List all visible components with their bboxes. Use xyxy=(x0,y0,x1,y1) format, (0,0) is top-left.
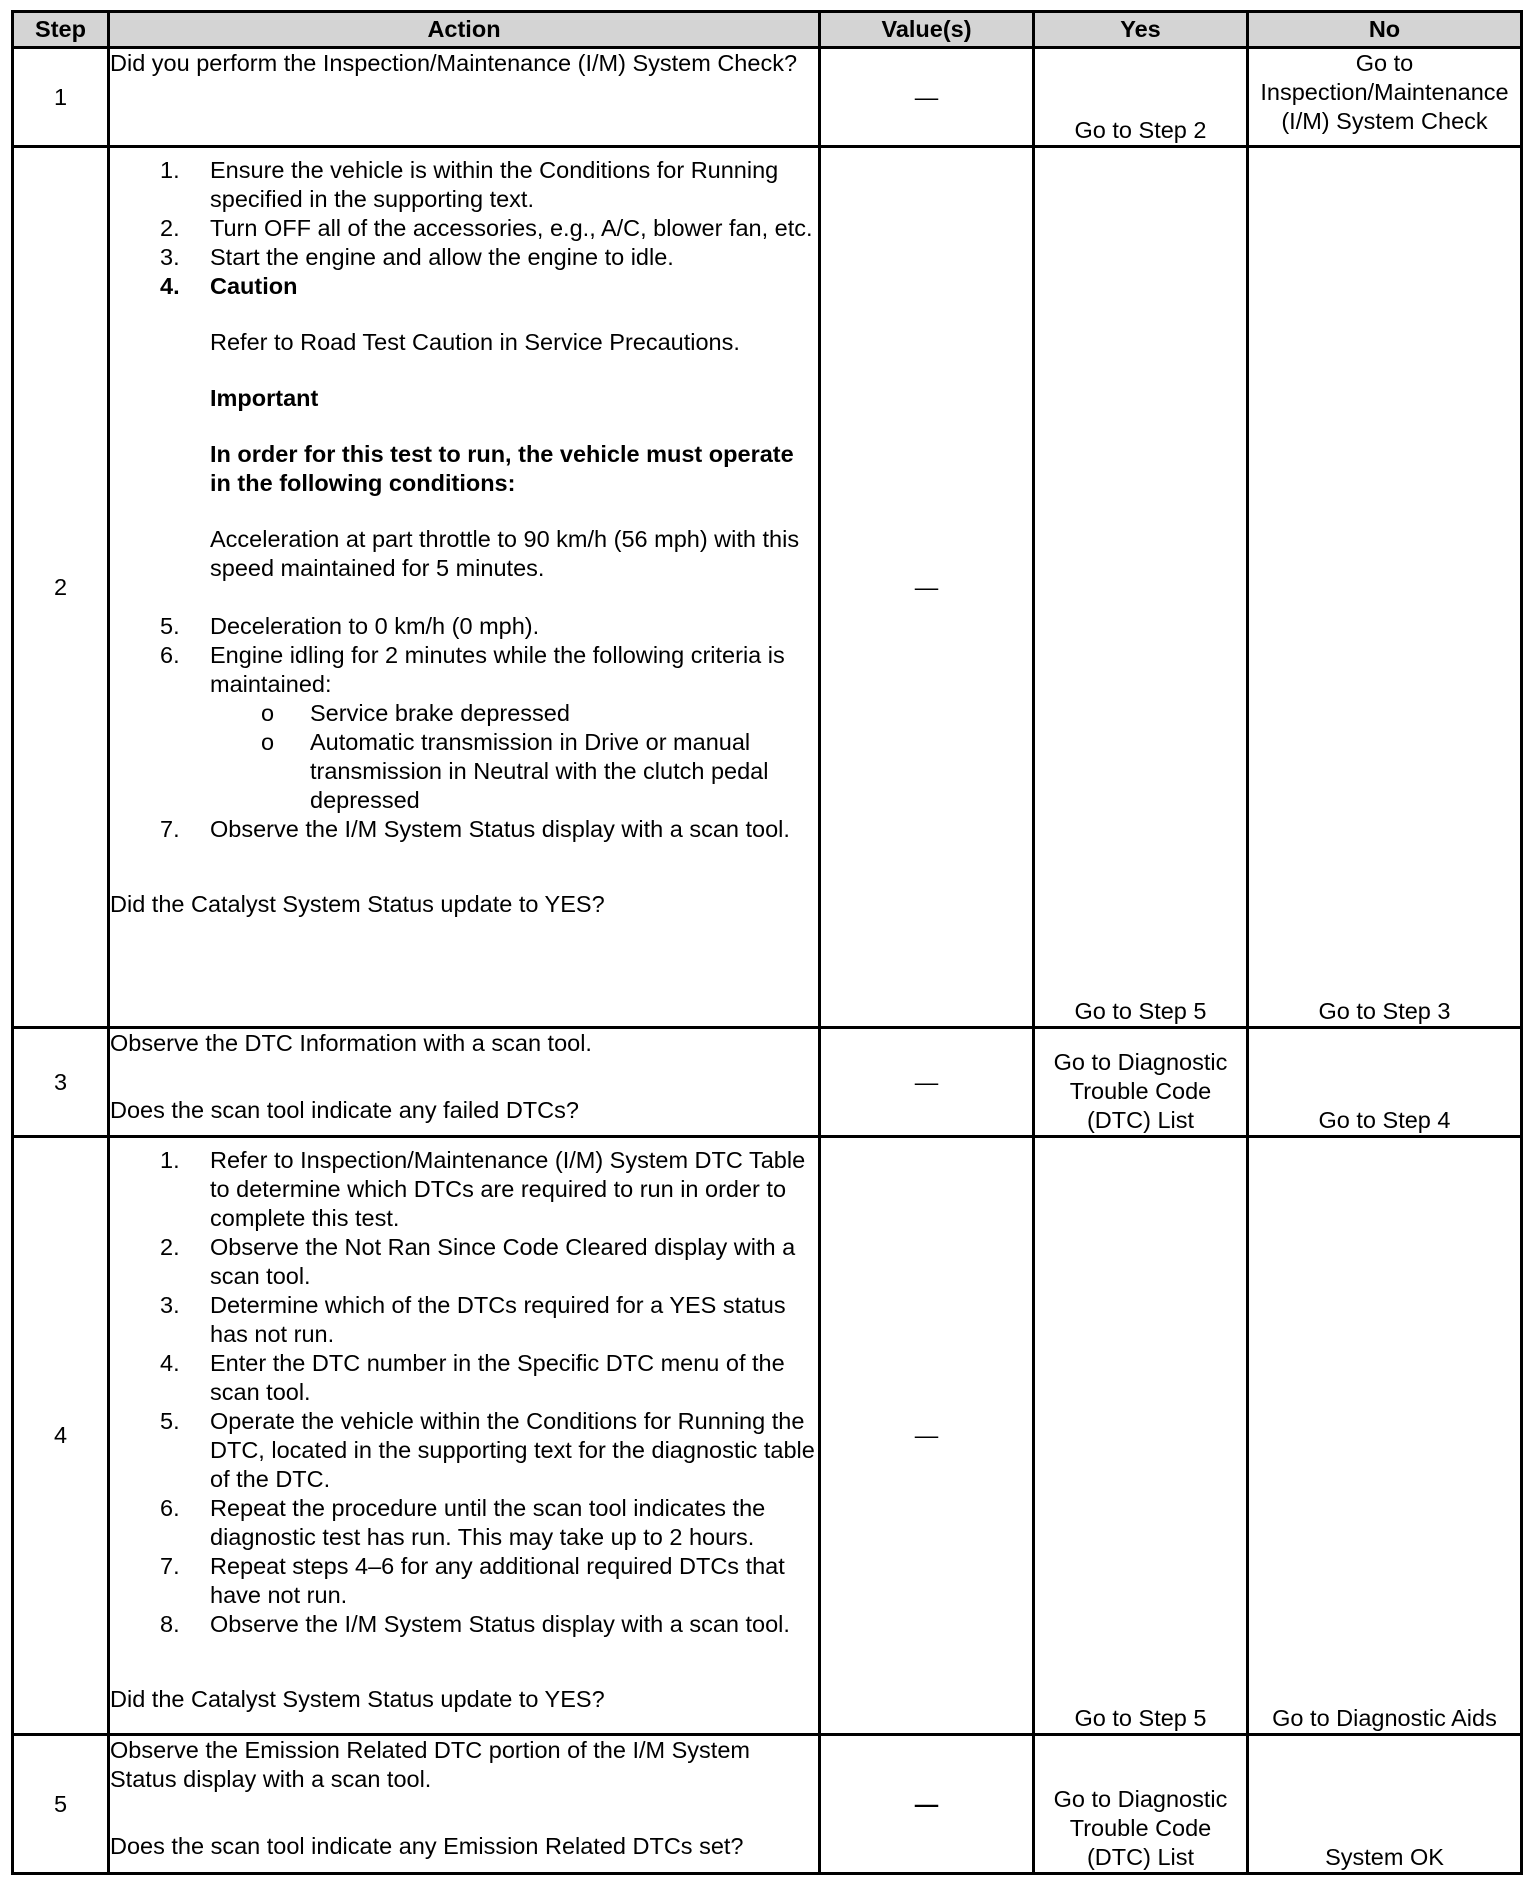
item-text: Determine which of the DTCs required for a YES status has not run. xyxy=(210,1292,786,1347)
list-item xyxy=(110,1349,818,1407)
step-number: 2 xyxy=(13,147,109,1028)
yes-result: Go to Diagnostic Trouble Code (DTC) List xyxy=(1034,1028,1248,1137)
item-number: 7. xyxy=(160,816,180,842)
criteria-text: Automatic transmission in Drive or manual transmission in Neutral with the clutch pedal depressed xyxy=(310,729,769,813)
no-result: Go to Inspection/Maintenance (I/M) System Check xyxy=(1248,48,1522,147)
list-item xyxy=(110,1552,818,1610)
item-number: 4. xyxy=(160,273,180,299)
item-number: 5. xyxy=(160,613,180,639)
criteria-item xyxy=(110,699,818,728)
no-result: Go to Step 4 xyxy=(1248,1028,1522,1137)
procedure-list xyxy=(110,1146,818,1639)
action-cell xyxy=(109,1137,820,1735)
table-row-step-1 xyxy=(13,48,1522,147)
list-item xyxy=(110,815,818,844)
important-text: In order for this test to run, the vehicle must operate in the following conditions: xyxy=(210,441,794,496)
header-action: Action xyxy=(109,12,820,48)
list-item xyxy=(110,243,818,272)
bullet-icon: o xyxy=(261,700,275,726)
header-values: Value(s) xyxy=(820,12,1034,48)
item-number: 8. xyxy=(160,1611,180,1637)
step-number: 5 xyxy=(13,1735,109,1874)
value-cell: — xyxy=(820,147,1034,1028)
item-text: Repeat the procedure until the scan tool indicates the diagnostic test has run. This may take up to 2 hours. xyxy=(210,1495,766,1550)
list-item xyxy=(110,1610,818,1639)
list-item xyxy=(110,1146,818,1233)
list-item xyxy=(110,612,818,641)
acceleration-text: Acceleration at part throttle to 90 km/h (56 mph) with this speed maintained for 5 minutes. xyxy=(210,526,800,581)
item-text: Observe the I/M System Status display with a scan tool. xyxy=(210,816,790,842)
procedure-list xyxy=(110,156,818,844)
item-number: 6. xyxy=(160,642,180,668)
table-row-step-3 xyxy=(13,1028,1522,1137)
criteria-text: Service brake depressed xyxy=(310,700,570,726)
item-text: Observe the I/M System Status display with a scan tool. xyxy=(210,1611,790,1637)
question-text: Does the scan tool indicate any Emission Related DTCs set? xyxy=(110,1833,744,1859)
question-text: Did the Catalyst System Status update to YES? xyxy=(110,891,605,917)
item-text: Repeat steps 4–6 for any additional required DTCs that have not run. xyxy=(210,1553,785,1608)
item-number: 1. xyxy=(160,1147,180,1173)
list-item xyxy=(110,641,818,815)
yes-result: Go to Step 5 xyxy=(1034,147,1248,1028)
item-number: 6. xyxy=(160,1495,180,1521)
list-item xyxy=(110,1291,818,1349)
header-no: No xyxy=(1248,12,1522,48)
table-row-step-4 xyxy=(13,1137,1522,1735)
item-number: 1. xyxy=(160,157,180,183)
question-text: Does the scan tool indicate any failed DTCs? xyxy=(110,1097,579,1123)
no-result: Go to Diagnostic Aids xyxy=(1248,1137,1522,1735)
item-text: Enter the DTC number in the Specific DTC menu of the scan tool. xyxy=(210,1350,785,1405)
value-cell: — xyxy=(820,1735,1034,1874)
item-number: 7. xyxy=(160,1553,180,1579)
yes-result: Go to Step 5 xyxy=(1034,1137,1248,1735)
list-item xyxy=(110,214,818,243)
item-text: Refer to Inspection/Maintenance (I/M) System DTC Table to determine which DTCs are required to run in order to complete this test. xyxy=(210,1147,806,1231)
item-text: Deceleration to 0 km/h (0 mph). xyxy=(210,613,540,639)
list-item xyxy=(110,1407,818,1494)
caution-text: Refer to Road Test Caution in Service Precautions. xyxy=(210,329,740,355)
table-row-step-2 xyxy=(13,147,1522,1028)
yes-result: Go to Step 2 xyxy=(1034,48,1248,147)
header-row xyxy=(13,12,1522,48)
item-number: 2. xyxy=(160,215,180,241)
list-item xyxy=(110,1494,818,1552)
no-result: Go to Step 3 xyxy=(1248,147,1522,1028)
value-cell: — xyxy=(820,1137,1034,1735)
list-item xyxy=(110,1233,818,1291)
yes-result: Go to Diagnostic Trouble Code (DTC) List xyxy=(1034,1735,1248,1874)
list-item xyxy=(110,272,818,612)
action-text: Observe the DTC Information with a scan tool. xyxy=(110,1030,592,1056)
item-text: Operate the vehicle within the Conditions for Running the DTC, located in the supporting text for the diagnostic table of the DTC. xyxy=(210,1408,815,1492)
header-step: Step xyxy=(13,12,109,48)
table-row-step-5 xyxy=(13,1735,1522,1874)
item-text: Turn OFF all of the accessories, e.g., A/C, blower fan, etc. xyxy=(210,215,813,241)
criteria-list xyxy=(110,699,818,815)
action-text: Did you perform the Inspection/Maintenance (I/M) System Check? xyxy=(109,48,820,147)
criteria-item xyxy=(110,728,818,815)
question-text: Did the Catalyst System Status update to YES? xyxy=(110,1686,605,1712)
list-item xyxy=(110,156,818,214)
item-text: Observe the Not Ran Since Code Cleared display with a scan tool. xyxy=(210,1234,796,1289)
action-cell xyxy=(109,1028,820,1137)
item-text: Ensure the vehicle is within the Conditions for Running specified in the supporting text. xyxy=(210,157,779,212)
header-yes: Yes xyxy=(1034,12,1248,48)
item-number: 3. xyxy=(160,1292,180,1318)
caution-heading: Caution xyxy=(210,273,298,299)
step-number: 1 xyxy=(13,48,109,147)
item-number: 5. xyxy=(160,1408,180,1434)
item-number: 4. xyxy=(160,1350,180,1376)
item-number: 3. xyxy=(160,244,180,270)
action-text: Observe the Emission Related DTC portion of the I/M System Status display with a scan tool. xyxy=(110,1737,750,1792)
step-number: 4 xyxy=(13,1137,109,1735)
item-text: Engine idling for 2 minutes while the following criteria is maintained: xyxy=(210,642,785,697)
no-result: System OK xyxy=(1248,1735,1522,1874)
value-cell: — xyxy=(820,48,1034,147)
step-number: 3 xyxy=(13,1028,109,1137)
bullet-icon: o xyxy=(261,729,275,755)
diagnostic-table xyxy=(11,10,1523,1875)
value-cell: — xyxy=(820,1028,1034,1137)
action-cell xyxy=(109,1735,820,1874)
item-number: 2. xyxy=(160,1234,180,1260)
action-cell xyxy=(109,147,820,1028)
important-heading: Important xyxy=(210,385,319,411)
item-text: Start the engine and allow the engine to idle. xyxy=(210,244,674,270)
